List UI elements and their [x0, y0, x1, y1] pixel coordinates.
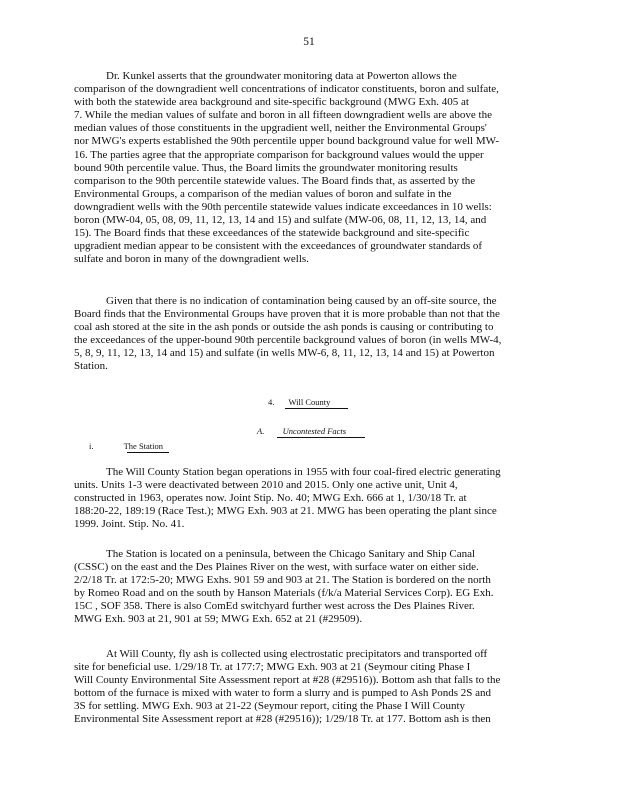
section-number: 4. [268, 397, 275, 407]
text-line: comparison to the 90th percentile statewide values. The Board finds that, as asserted by the [74, 174, 476, 187]
text-line: 15). The Board finds that these exceedances of the statewide background and site-specific [74, 227, 470, 240]
text-line: units. Units 1-3 were deactivated between 2010 and 2015. Only one active unit, Unit 4, [74, 479, 458, 492]
text-line: boron (MW-04, 05, 08, 09, 11, 12, 13, 14 and 15) and sulfate (MW-06, 08, 11, 12, 13, 14, and [74, 214, 487, 227]
text-line: 5, 8, 9, 11, 12, 13, 14 and 15) and sulfate (in wells MW-6, 8, 11, 12, 13, 14 and 15) at Powerton [74, 347, 495, 360]
text-line: sulfate and boron in many of the downgradient wells. [74, 253, 309, 266]
subsection-heading [257, 426, 346, 436]
paragraph-groundwater-comparison [74, 70, 544, 266]
text-line: bottom of the furnace is mixed with water to form a slurry and is pumped to Ash Ponds 2S and [74, 687, 492, 700]
paragraph-board-finding [74, 295, 544, 374]
text-line: 2/2/18 Tr. at 172:5-20; MWG Exhs. 901 59 and 903 at 21. The Station is bordered on the north [74, 574, 491, 587]
subsection-letter: A. [257, 426, 265, 436]
text-line: Given that there is no indication of contamination being caused by an off-site source, the [106, 295, 497, 307]
text-line: bound 90th percentile value. Thus, the Board limits the groundwater monitoring results [74, 161, 458, 174]
text-line: with both the statewide area background and site-specific background (MWG Exh. 405 at [74, 96, 469, 109]
section-title: Will County [288, 397, 331, 407]
subsubsection-number: i. [89, 441, 94, 451]
text-line: MWG Exh. 903 at 21, 901 at 59; MWG Exh. 652 at 21 (#29509). [74, 613, 363, 626]
paragraph-station-location [74, 548, 544, 627]
text-line: (CSSC) on the east and the Des Plaines River on the west, with surface water on either side. [74, 561, 479, 574]
text-line: downgradient wells with the 90th percentile statewide values indicate exceedances in 10 wells: [74, 200, 492, 213]
text-line: median values of those constituents in the upgradient well, neither the Environmental Groups' [74, 122, 487, 135]
text-line: comparison of the downgradient well concentrations of indicator constituents, boron and sulfate, [74, 83, 499, 96]
text-line: coal ash stored at the site in the ash ponds or outside the ash ponds is causing or contributing to [74, 321, 494, 334]
text-line: Will County Environmental Site Assessment report at #28 (#29516)). Bottom ash that falls to the [74, 674, 501, 687]
text-line: site for beneficial use. 1/29/18 Tr. at 177:7; MWG Exh. 903 at 21 (Seymour citing Phase I [74, 661, 471, 674]
text-line: 1999. Joint. Stip. No. 41. [74, 518, 185, 531]
text-line: 3S for settling. MWG Exh. 903 at 21-22 (Seymour report, citing the Phase I Will County [74, 700, 466, 713]
text-line: constructed in 1963, operates now. Joint Stip. No. 40; MWG Exh. 666 at 1, 1/30/18 Tr. at [74, 492, 467, 505]
subsection-underline [277, 437, 365, 438]
text-line: The Station is located on a peninsula, between the Chicago Sanitary and Ship Canal [106, 548, 476, 560]
text-line: nor MWG's experts established the 90th percentile upper bound background value for well MW- [74, 135, 500, 148]
text-line: 7. While the median values of sulfate and boron in all fifteen downgradient wells are above the [74, 109, 492, 122]
paragraph-fly-ash [74, 648, 544, 727]
text-line: Environmental Site Assessment report at #28 (#29516)); 1/29/18 Tr. at 177. Bottom ash is then [74, 713, 491, 726]
text-line: At Will County, fly ash is collected using electrostatic precipitators and transported off [106, 648, 488, 660]
paragraph-station-history [74, 466, 544, 531]
text-line: the exceedances of the upper-bound 90th percentile background values of boron (in wells MW-4, [74, 334, 502, 347]
text-line: 15C , SOF 358. There is also ComEd switchyard further west across the Des Plaines River. [74, 600, 475, 613]
section-underline [285, 408, 348, 409]
text-line: upgradient median appear to be consistent with the exceedances of groundwater standards of [74, 240, 483, 253]
subsubsection-heading [89, 441, 163, 451]
subsubsection-underline [127, 452, 169, 453]
text-line: Environmental Groups, a comparison of the median values of boron and sulfate in the [74, 187, 452, 200]
text-line: by Romeo Road and on the south by Hanson Materials (f/k/a Material Services Corp). EG Exh. [74, 587, 494, 600]
text-line: Dr. Kunkel asserts that the groundwater monitoring data at Powerton allows the [106, 70, 457, 82]
text-line: 188:20-22, 189:19 (Race Test.); MWG Exh. 903 at 21. MWG has been operating the plant since [74, 505, 497, 518]
text-line: Board finds that the Environmental Groups have proven that it is more probable than not that the [74, 308, 500, 321]
section-heading [268, 397, 330, 407]
text-line: Station. [74, 360, 108, 373]
page-number: 51 [303, 36, 315, 48]
text-line: The Will County Station began operations in 1955 with four coal-fired electric generating [106, 466, 501, 478]
subsubsection-title: The Station [123, 441, 164, 451]
text-line: 16. The parties agree that the appropriate comparison for background values would the upper [74, 148, 484, 161]
subsection-title: Uncontested Facts [282, 426, 347, 436]
